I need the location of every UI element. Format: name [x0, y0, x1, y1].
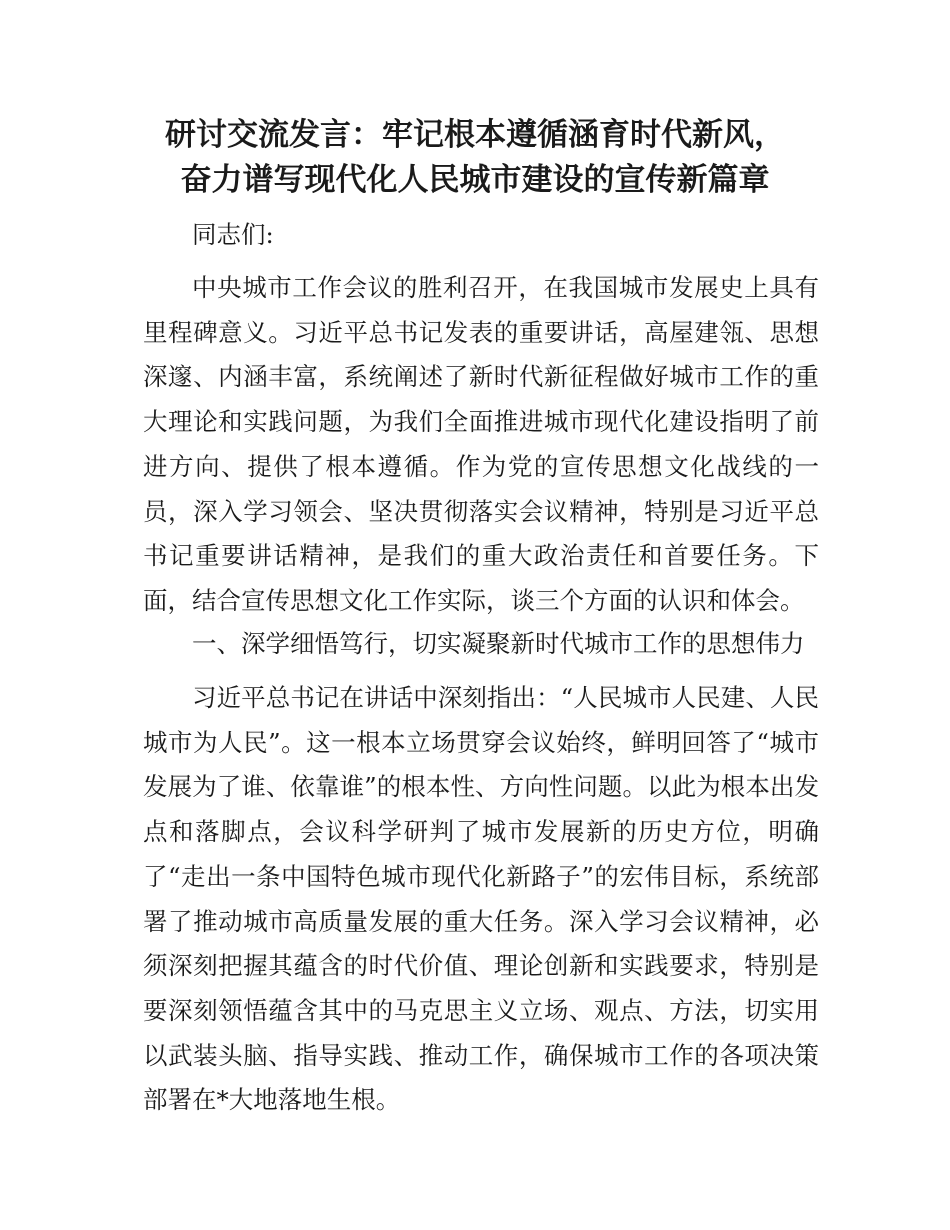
section-heading-1: 一、深学细悟笃行，切实凝聚新时代城市工作的思想伟力 [192, 629, 805, 658]
paragraph-intro: 中央城市工作会议的胜利召开，在我国城市发展史上具有里程碑意义。习近平总书记发表的重要讲话，高屋建瓴、思想深邃、内涵丰富，系统阐述了新时代新征程做好城市工作的重大理论和实践问题，为我们全面推进城市现代化建设指明了前进方向、提供了根本遵循。作为党的宣传思想文化战线的一员，深入学习领会、坚决贯彻落实会议精神，特别是习近平总书记重要讲话精神，是我们的重大政治责任和首要任务。下面，结合宣传思想文化工作实际，谈三个方面的认识和体会。 [143, 273, 819, 615]
document-title-line-1: 研讨交流发言：牢记根本遵循涵育时代新风， [165, 117, 785, 153]
document-title-line-2: 奋力谱写现代化人民城市建设的宣传新篇章 [180, 162, 770, 198]
greeting: 同志们: [192, 220, 274, 249]
paragraph-section-1: 习近平总书记在讲话中深刻指出：“人民城市人民建、人民城市为人民”。这一根本立场贯穿会议始终，鲜明回答了“城市发展为了谁、依靠谁”的根本性、方向性问题。以此为根本出发点和落脚点，会议科学研判了城市发展新的历史方位，明确了“走出一条中国特色城市现代化新路子”的宏伟目标，系统部署了推动城市高质量发展的重大任务。深入学习会议精神，必须深刻把握其蕴含的时代价值、理论创新和实践要求，特别是要深刻领悟蕴含其中的马克思主义立场、观点、方法，切实用以武装头脑、指导实践、推动工作，确保城市工作的各项决策部署在*大地落地生根。 [143, 683, 819, 1115]
